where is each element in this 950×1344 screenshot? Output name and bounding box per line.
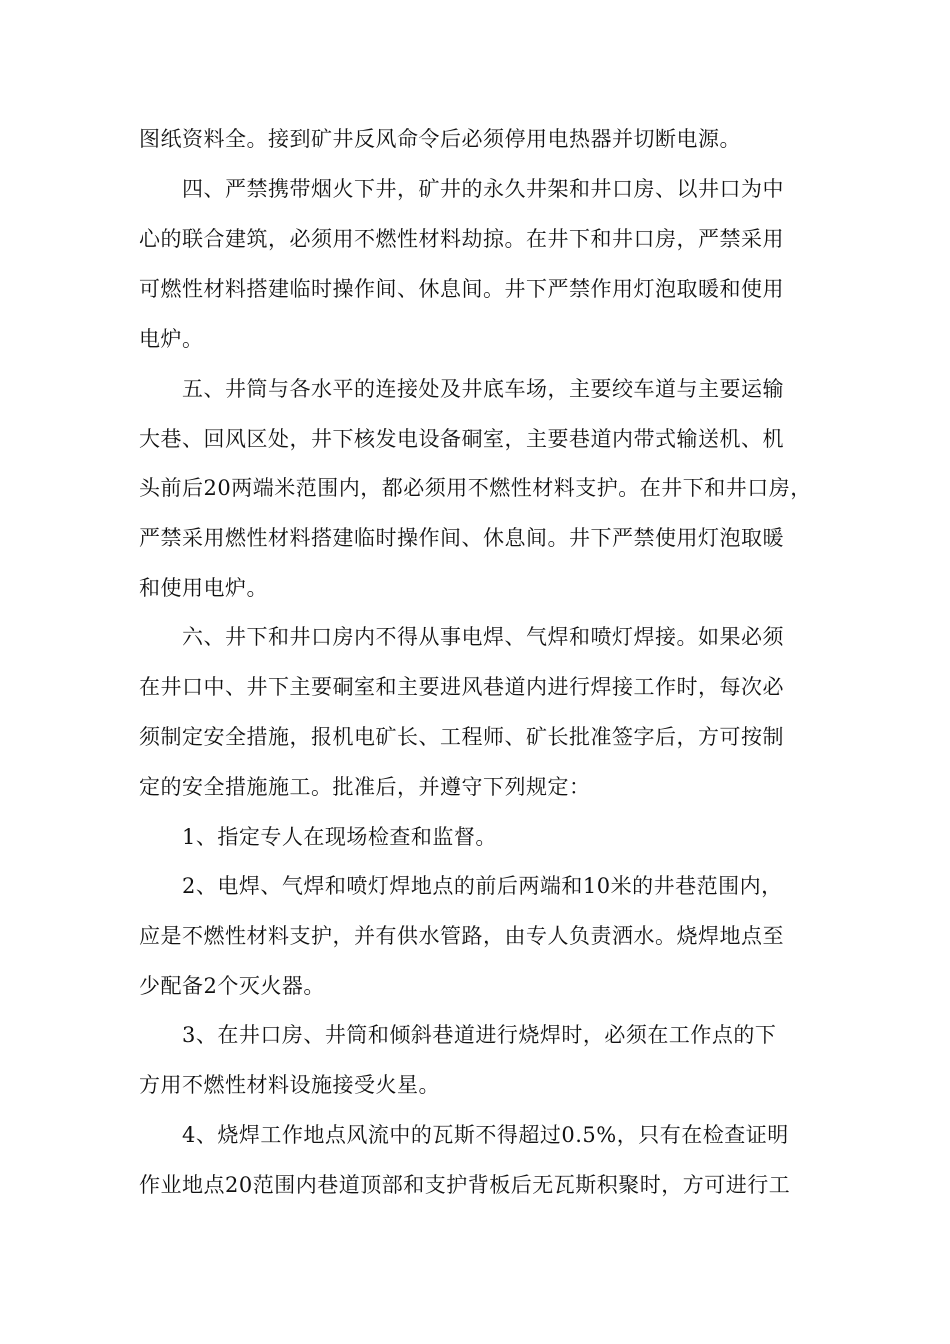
text-line: 五、井筒与各水平的连接处及井底车场，主要绞车道与主要运输 (182, 377, 784, 401)
text-line: 四、严禁携带烟火下井，矿井的永久井架和井口房、以井口为中 (182, 177, 784, 201)
text-line: 少配备2个灭火器。 (139, 974, 325, 998)
text-line: 1、指定专人在现场检查和监督。 (182, 825, 497, 849)
text-line: 定的安全措施施工。批准后，并遵守下列规定： (139, 775, 591, 799)
text-line: 应是不燃性材料支护，并有供水管路，由专人负责洒水。烧焊地点至 (139, 924, 784, 948)
text-line: 在井口中、井下主要硐室和主要进风巷道内进行焊接工作时，每次必 (139, 675, 784, 699)
text-line: 大巷、回风区处，井下核发电设备硐室，主要巷道内带式输送机、机 (139, 427, 784, 451)
text-line: 可燃性材料搭建临时操作间、休息间。井下严禁作用灯泡取暖和使用 (139, 277, 784, 301)
text-line: 六、井下和井口房内不得从事电焊、气焊和喷灯焊接。如果必须 (182, 625, 784, 649)
text-line: 方用不燃性材料设施接受火星。 (139, 1073, 440, 1097)
text-line: 2、电焊、气焊和喷灯焊地点的前后两端和10米的井巷范围内， (182, 874, 783, 898)
text-line: 作业地点20范围内巷道顶部和支护背板后无瓦斯积聚时，方可进行工 (139, 1173, 791, 1197)
text-line: 4、烧焊工作地点风流中的瓦斯不得超过0.5%，只有在检查证明 (182, 1123, 789, 1147)
text-line: 和使用电炉。 (139, 576, 268, 600)
text-line: 须制定安全措施，报机电矿长、工程师、矿长批准签字后，方可按制 (139, 725, 784, 749)
text-line: 心的联合建筑，必须用不燃性材料劫掠。在井下和井口房，严禁采用 (139, 227, 784, 251)
text-line: 严禁采用燃性材料搭建临时操作间、休息间。井下严禁使用灯泡取暖 (139, 526, 784, 550)
text-line: 3、在井口房、井筒和倾斜巷道进行烧焊时，必须在工作点的下 (182, 1023, 777, 1047)
text-line: 图纸资料全。接到矿井反风命令后必须停用电热器并切断电源。 (139, 127, 741, 151)
text-line: 电炉。 (139, 327, 204, 351)
text-line: 头前后20两端米范围内，都必须用不燃性材料支护。在井下和井口房， (139, 476, 812, 500)
